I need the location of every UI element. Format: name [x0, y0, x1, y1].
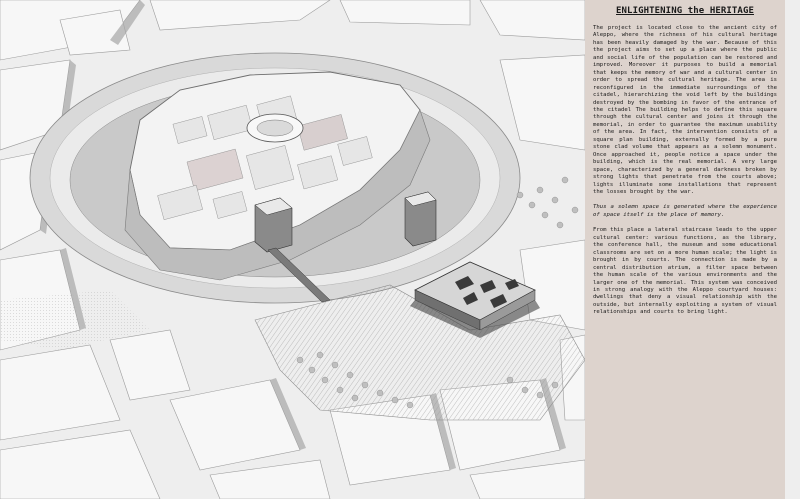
paragraph-emphasis: Thus a solemn space is generated where the experience of space itself is the place of memory.: [593, 204, 777, 218]
paragraph-cultural-center: From this place a lateral staircase leads to the upper cultural center: various functions, as the library, the conference hall, the museum and some educational classrooms are set on a more human scale; the light is brought in by courts. The connection is made by a central distribution atrium, a filter space between the human scale of the various environments and the larger one of the memorial. This system was conceived in strong analogy with the Aleppo courtyard houses: dwellings that deny a visual relationship with the outside, but internally exploiting a system of visual relationships and courts to bring light.: [593, 227, 777, 316]
description-panel: [585, 0, 785, 499]
paragraph-intro: The project is located close to the ancient city of Aleppo, where the richness of his cultural heritage has been heavily damaged by the war. Because of this the project aims to set up a place where the public and social life of the population can be restored and improved. Moreover it purposes to build a memorial that keeps the memory of war and a cultural center in order to spread the cultural heritage. The area is reconfigured in the immediate surroundings of the citadel, hierarchizing the void left by the buildings destroyed by the bombing in favor of the entrance of the citadel The building helps to define this square through the cultural center and joins it through the memorial, in order to guarantee the maximum usability of the area. In fact, the intervention consists of a square plan building, externally formed by a pure stone clad volume that appears as a solemn monument. Once approached it, people notice a space under the building, which is the real memorial. A very large space, characterized by a general darkness broken by strong lights that penetrate from the courts above; lights illuminate some installations that represent the losses brought by the war.: [593, 25, 777, 195]
panel-title: ENLIGHTENING the HERITAGE: [616, 6, 754, 16]
